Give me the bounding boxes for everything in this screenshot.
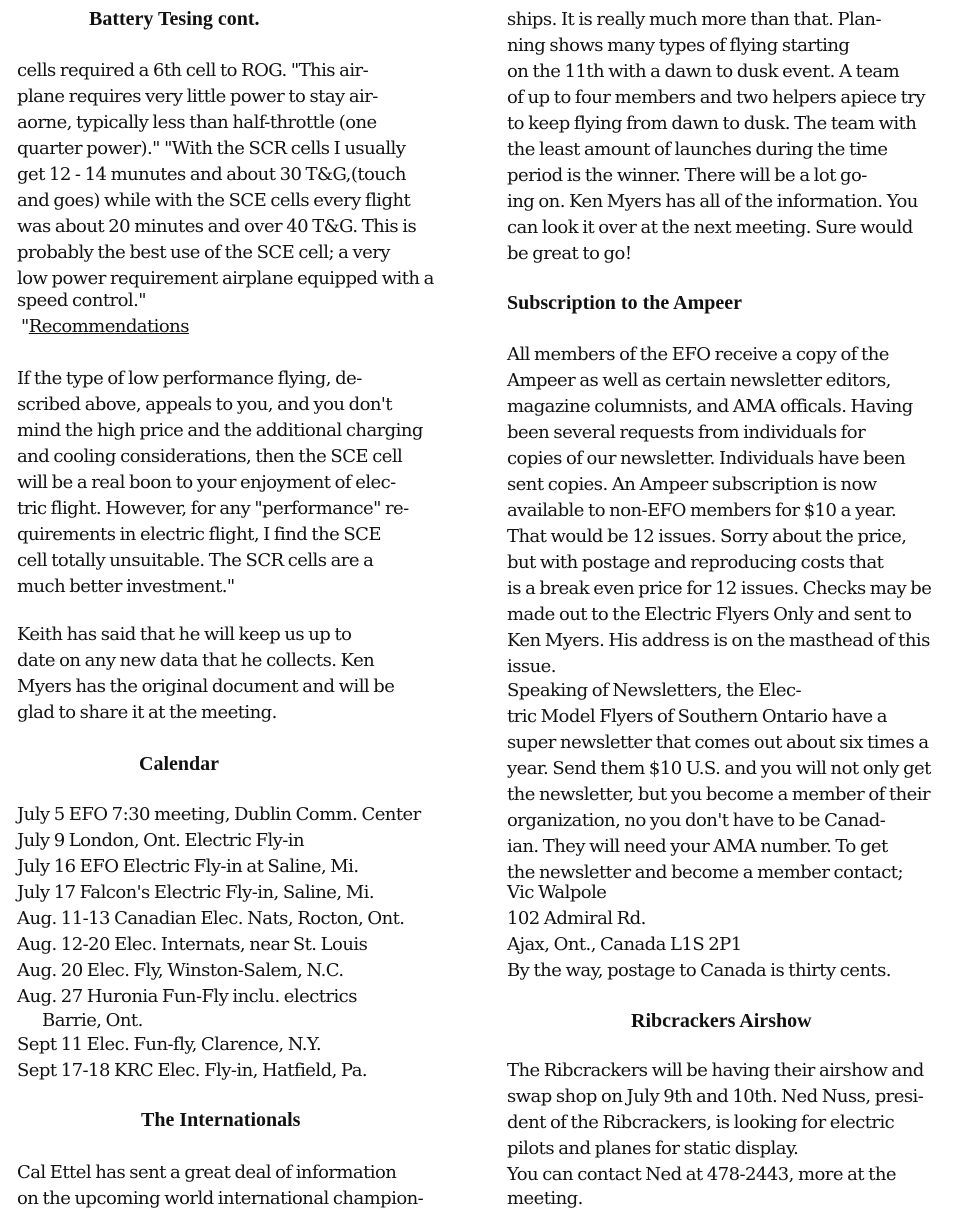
text-line: Keith has said that he will keep us up to bbox=[17, 624, 352, 645]
text-line: You can contact Ned at 478-2443, more at the bbox=[507, 1164, 896, 1185]
text-line: aorne, typically less than half-throttle (one bbox=[17, 112, 377, 133]
text-line: cells required a 6th cell to ROG. "This air- bbox=[17, 60, 369, 81]
text-line: scribed above, appeals to you, and you don't bbox=[17, 394, 392, 415]
text-line: copies of our newsletter. Individuals have been bbox=[507, 448, 906, 469]
calendar-item: Barrie, Ont. bbox=[17, 1010, 143, 1031]
text-line: All members of the EFO receive a copy of the bbox=[507, 344, 889, 365]
text-line: the least amount of launches during the time bbox=[507, 139, 888, 160]
text-line: was about 20 minutes and over 40 T&G. This is bbox=[17, 216, 417, 237]
text-line: of up to four members and two helpers apiece try bbox=[507, 87, 926, 108]
text-line: on the upcoming world international champion- bbox=[17, 1188, 424, 1209]
battery-testing-heading: Battery Tesing cont. bbox=[89, 8, 260, 30]
text-line: available to non-EFO members for $10 a year. bbox=[507, 500, 897, 521]
text-line: get 12 - 14 munutes and about 30 T&G,(touch bbox=[17, 164, 406, 185]
calendar-item: Aug. 11-13 Canadian Elec. Nats, Rocton, Ont. bbox=[17, 908, 405, 929]
text-line: low power requirement airplane equipped with a bbox=[17, 268, 434, 289]
text-line: made out to the Electric Flyers Only and sent to bbox=[507, 604, 912, 625]
contact-name: Vic Walpole bbox=[507, 882, 607, 903]
text-line: Ampeer as well as certain newsletter editors, bbox=[507, 370, 891, 391]
text-line: on the 11th with a dawn to dusk event. A team bbox=[507, 61, 900, 82]
text-line: and cooling considerations, then the SCE cell bbox=[17, 446, 403, 467]
text-line: much better investment." bbox=[17, 576, 235, 597]
text-line: tric Model Flyers of Southern Ontario have a bbox=[507, 706, 887, 727]
text-line: organization, no you don't have to be Canad- bbox=[507, 810, 886, 831]
text-line: date on any new data that he collects. Ken bbox=[17, 650, 375, 671]
quote-mark: " bbox=[21, 316, 29, 337]
text-line: super newsletter that comes out about six times a bbox=[507, 732, 929, 753]
text-line: Cal Ettel has sent a great deal of information bbox=[17, 1162, 397, 1183]
text-line: sent copies. An Ampeer subscription is now bbox=[507, 474, 877, 495]
text-line: speed control." bbox=[17, 290, 147, 311]
text-line: can look it over at the next meeting. Sure would bbox=[507, 217, 913, 238]
text-line: but with postage and reproducing costs that bbox=[507, 552, 884, 573]
text-line: pilots and planes for static display. bbox=[507, 1138, 799, 1159]
calendar-item: July 5 EFO 7:30 meeting, Dublin Comm. Center bbox=[17, 804, 421, 825]
text-line: quirements in electric flight, I find the SCE bbox=[17, 524, 381, 545]
text-line: ships. It is really much more than that. Plan- bbox=[507, 9, 881, 30]
text-line: and goes) while with the SCE cells every flight bbox=[17, 190, 411, 211]
text-line: magazine columnists, and AMA officals. Having bbox=[507, 396, 913, 417]
text-line: tric flight. However, for any "performance" re- bbox=[17, 498, 409, 519]
text-line: Speaking of Newsletters, the Elec- bbox=[507, 680, 802, 701]
calendar-item: Aug. 20 Elec. Fly, Winston-Salem, N.C. bbox=[17, 960, 344, 981]
text-line: is a break even price for 12 issues. Checks may be bbox=[507, 578, 932, 599]
calendar-item: Aug. 27 Huronia Fun-Fly inclu. electrics bbox=[17, 986, 357, 1007]
calendar-heading: Calendar bbox=[139, 753, 219, 775]
text-line: ning shows many types of flying starting bbox=[507, 35, 850, 56]
text-line: quarter power)." "With the SCR cells I usually bbox=[17, 138, 406, 159]
text-line: dent of the Ribcrackers, is looking for electric bbox=[507, 1112, 895, 1133]
text-line: the newsletter and become a member contact; bbox=[507, 862, 903, 883]
calendar-item: July 16 EFO Electric Fly-in at Saline, Mi. bbox=[17, 856, 359, 877]
calendar-item: July 9 London, Ont. Electric Fly-in bbox=[17, 830, 305, 851]
ribcrackers-heading: Ribcrackers Airshow bbox=[631, 1010, 812, 1032]
text-line: been several requests from individuals for bbox=[507, 422, 866, 443]
internationals-heading: The Internationals bbox=[141, 1109, 301, 1131]
text-line: be great to go! bbox=[507, 243, 632, 264]
text-line: Myers has the original document and will be bbox=[17, 676, 395, 697]
contact-street: 102 Admiral Rd. bbox=[507, 908, 646, 929]
calendar-item: Sept 17-18 KRC Elec. Fly-in, Hatfield, Pa. bbox=[17, 1060, 368, 1081]
calendar-item: July 17 Falcon's Electric Fly-in, Saline, Mi. bbox=[17, 882, 374, 903]
text-line: will be a real boon to your enjoyment of elec- bbox=[17, 472, 396, 493]
text-line: year. Send them $10 U.S. and you will not only get bbox=[507, 758, 931, 779]
text-line: meeting. bbox=[507, 1188, 583, 1209]
text-line: The Ribcrackers will be having their airshow and bbox=[507, 1060, 924, 1081]
text-line: probably the best use of the SCE cell; a very bbox=[17, 242, 390, 263]
recommendations-label: Recommendations bbox=[28, 316, 189, 337]
text-line: swap shop on July 9th and 10th. Ned Nuss, presi- bbox=[507, 1086, 924, 1107]
text-line: ian. They will need your AMA number. To get bbox=[507, 836, 888, 857]
text-line: period is the winner. There will be a lot go- bbox=[507, 165, 867, 186]
calendar-item: Sept 11 Elec. Fun-fly, Clarence, N.Y. bbox=[17, 1034, 322, 1055]
text-line: mind the high price and the additional charging bbox=[17, 420, 423, 441]
text-line: glad to share it at the meeting. bbox=[17, 702, 277, 723]
subscription-heading: Subscription to the Ampeer bbox=[507, 292, 742, 314]
text-line: plane requires very little power to stay air- bbox=[17, 86, 378, 107]
text-line: to keep flying from dawn to dusk. The team with bbox=[507, 113, 917, 134]
text-line: ing on. Ken Myers has all of the information. You bbox=[507, 191, 918, 212]
text-line: That would be 12 issues. Sorry about the price, bbox=[507, 526, 907, 547]
text-line: cell totally unsuitable. The SCR cells are a bbox=[17, 550, 374, 571]
recommendations-line bbox=[21, 314, 189, 340]
calendar-item: Aug. 12-20 Elec. Internats, near St. Louis bbox=[17, 934, 368, 955]
text-line: By the way, postage to Canada is thirty cents. bbox=[507, 960, 891, 981]
text-line: Ken Myers. His address is on the masthead of this bbox=[507, 630, 930, 651]
text-line: If the type of low performance flying, de- bbox=[17, 368, 362, 389]
text-line: issue. bbox=[507, 656, 556, 677]
text-line: the newsletter, but you become a member of their bbox=[507, 784, 931, 805]
contact-city: Ajax, Ont., Canada L1S 2P1 bbox=[507, 934, 742, 955]
